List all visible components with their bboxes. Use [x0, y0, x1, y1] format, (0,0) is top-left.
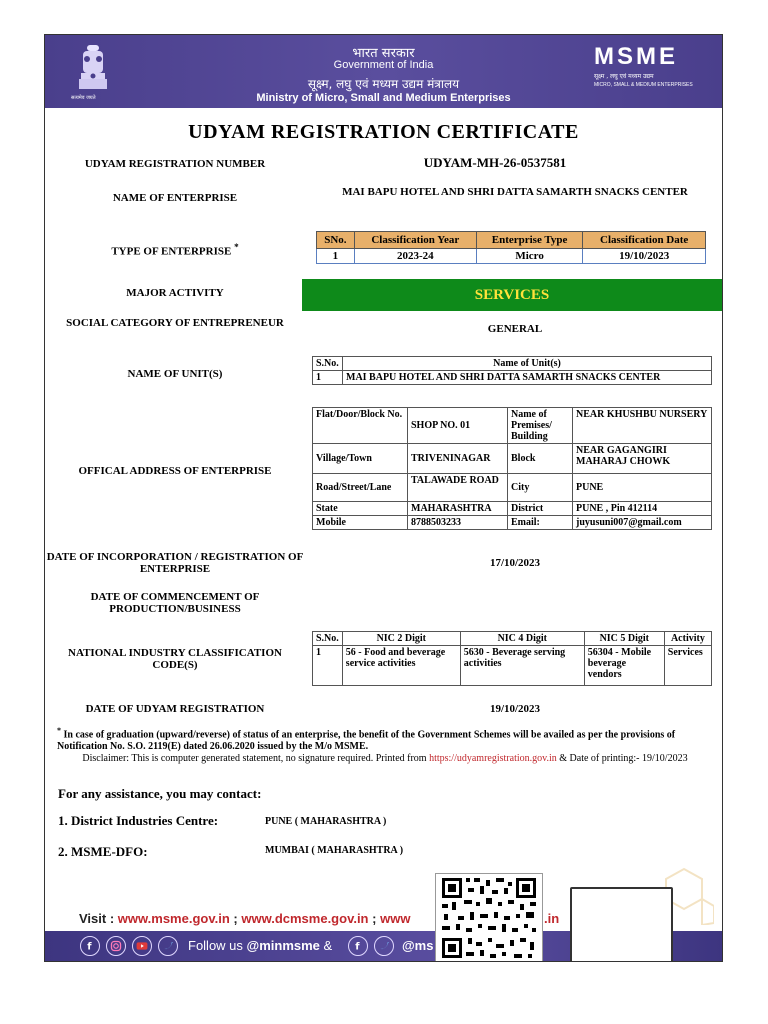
major-activity-value: SERVICES — [302, 279, 722, 311]
units-label: NAME OF UNIT(S) — [127, 368, 223, 380]
handle-minmsme[interactable]: @minmsme — [246, 938, 320, 953]
block-value: NEAR GAGANGIRI MAHARAJ CHOWK — [573, 444, 712, 474]
mobile-value: 8788503233 — [408, 516, 508, 530]
village-value: TRIVENINAGAR — [408, 444, 508, 474]
footnote-asterisk: * — [57, 726, 61, 735]
cell-class-year: 2023-24 — [354, 249, 476, 264]
block-label: Block — [508, 444, 573, 474]
msme-logo — [594, 43, 704, 99]
handle-second-partial[interactable]: @ms — [402, 938, 434, 953]
address-table — [312, 407, 712, 530]
url-third-tail-wrap — [544, 911, 559, 926]
col-sno: SNo. — [317, 232, 355, 249]
footnote-text: In case of graduation (upward/reverse) of status of an enterprise, the benefit of the Government Schemes will be availed as per the provisions of Notification No. S.O. 2119(E) dated 26.06.2020 issued by the M/o MSME. — [57, 729, 676, 753]
disclaimer-suffix: & Date of printing:- 19/10/2023 — [559, 753, 688, 764]
footnote — [57, 725, 717, 753]
premises-value: NEAR KHUSHBU NURSERY — [573, 408, 712, 444]
nic-col-sno: S.No. — [313, 632, 343, 646]
enterprise-name-label: NAME OF ENTERPRISE — [112, 192, 238, 204]
url-sep-1: ; — [233, 911, 238, 926]
nic-cell-2digit: 56 - Food and beverage service activities — [342, 646, 460, 686]
road-value: TALAWADE ROAD — [408, 474, 508, 502]
units-col-sno: S.No. — [313, 357, 343, 371]
dic-label: 1. District Industries Centre: — [58, 813, 219, 828]
address-label: OFFICAL ADDRESS OF ENTERPRISE — [78, 465, 272, 477]
qr-code-icon — [436, 874, 542, 962]
facebook-icon[interactable] — [348, 936, 368, 956]
qr-code — [435, 873, 543, 962]
type-asterisk: * — [234, 242, 239, 252]
blank-box — [570, 887, 673, 962]
gov-english: Government of India — [333, 59, 434, 71]
facebook-icon[interactable] — [80, 936, 100, 956]
nic-label: NATIONAL INDUSTRY CLASSIFICATION CODE(S) — [68, 647, 282, 671]
road-label: Road/Street/Lane — [313, 474, 408, 502]
units-cell-name: MAI BAPU HOTEL AND SHRI DATTA SAMARTH SNACKS CENTER — [343, 371, 712, 385]
twitter-icon[interactable] — [374, 936, 394, 956]
nic-cell-5digit: 56304 - Mobile beverage vendors — [584, 646, 664, 686]
svg-text:f: f — [355, 941, 360, 953]
social-category-label: SOCIAL CATEGORY OF ENTREPRENEUR — [66, 317, 284, 329]
nic-col-4digit: NIC 4 Digit — [460, 632, 584, 646]
col-enterprise-type: Enterprise Type — [476, 232, 582, 249]
flat-value: SHOP NO. 01 — [408, 408, 508, 444]
dic-value: PUNE ( MAHARASHTRA ) — [265, 816, 387, 827]
disclaimer-prefix: Disclaimer: This is computer generated statement, no signature required. Printed from — [82, 753, 427, 764]
commencement-label: DATE OF COMMENCEMENT OF PRODUCTION/BUSINESS — [90, 591, 260, 615]
follow-amp: & — [323, 938, 333, 953]
msme-logo-sub-english: MICRO, SMALL & MEDIUM ENTERPRISES — [594, 82, 693, 88]
dfo-label: 2. MSME-DFO: — [58, 844, 148, 859]
district-label: District — [508, 502, 573, 516]
visit-label: Visit : — [79, 911, 115, 926]
twitter-icon[interactable] — [158, 936, 178, 956]
col-class-date: Classification Date — [583, 232, 706, 249]
svg-text:f: f — [87, 941, 92, 953]
url-msme[interactable]: www.msme.gov.in — [117, 911, 230, 926]
type-label-text: TYPE OF ENTERPRISE — [111, 245, 232, 258]
mobile-label: Mobile — [313, 516, 408, 530]
village-label: Village/Town — [313, 444, 408, 474]
flat-label: Flat/Door/Block No. — [313, 408, 408, 444]
msme-logo-sub-hindi: सूक्ष्म , लघु एवं मध्यम उद्यम — [594, 73, 654, 80]
gov-hindi: भारत सरकार — [352, 46, 415, 61]
units-cell-sno: 1 — [313, 371, 343, 385]
msme-logo-text: MSME — [594, 43, 678, 70]
table-row — [313, 646, 712, 686]
nic-col-2digit: NIC 2 Digit — [342, 632, 460, 646]
nic-cell-4digit: 5630 - Beverage serving activities — [460, 646, 584, 686]
cell-enterprise-type: Micro — [476, 249, 582, 264]
units-table — [312, 356, 712, 385]
assistance-heading: For any assistance, you may contact: — [58, 786, 262, 801]
social-category-value: GENERAL — [487, 323, 543, 335]
certificate-frame — [44, 34, 723, 962]
udyam-date-value: 19/10/2023 — [489, 703, 541, 715]
city-value: PUNE — [573, 474, 712, 502]
ministry-english: Ministry of Micro, Small and Medium Enterprises — [256, 92, 511, 104]
col-class-year: Classification Year — [354, 232, 476, 249]
state-label: State — [313, 502, 408, 516]
certificate-title: UDYAM REGISTRATION CERTIFICATE — [188, 121, 579, 143]
emblem-caption: सत्यमेव जयते — [71, 95, 96, 101]
incorporation-label: DATE OF INCORPORATION / REGISTRATION OF ENTERPRISE — [46, 551, 304, 575]
instagram-icon[interactable] — [106, 936, 126, 956]
disclaimer-link[interactable]: https://udyamregistration.gov.in — [429, 753, 557, 764]
nic-cell-activity: Services — [664, 646, 711, 686]
major-activity-label: MAJOR ACTIVITY — [126, 287, 224, 299]
header-banner — [45, 35, 722, 108]
enterprise-name-value: MAI BAPU HOTEL AND SHRI DATTA SAMARTH SNACKS CENTER — [342, 186, 688, 198]
dfo-value: MUMBAI ( MAHARASHTRA ) — [265, 845, 404, 856]
reg-number-value: UDYAM-MH-26-0537581 — [423, 155, 567, 170]
udyam-date-label: DATE OF UDYAM REGISTRATION — [85, 703, 265, 715]
url-dcmsme[interactable]: www.dcmsme.gov.in — [241, 911, 369, 926]
premises-label: Name of Premises/ Building — [508, 408, 573, 444]
table-row — [313, 371, 712, 385]
url-third-tail[interactable]: .in — [544, 911, 560, 926]
incorporation-value: 17/10/2023 — [489, 557, 541, 569]
units-col-name: Name of Unit(s) — [343, 357, 712, 371]
state-value: MAHARASHTRA — [408, 502, 508, 516]
nic-col-5digit: NIC 5 Digit — [584, 632, 664, 646]
type-label — [45, 241, 305, 258]
nic-cell-sno: 1 — [313, 646, 343, 686]
table-row — [317, 249, 706, 264]
ministry-hindi: सूक्ष्म, लघु एवं मध्यम उद्यम मंत्रालय — [307, 77, 460, 91]
youtube-icon[interactable] — [132, 936, 152, 956]
email-label: Email: — [508, 516, 573, 530]
url-sep-2: ; — [372, 911, 377, 926]
follow-prefix: Follow us — [188, 938, 243, 953]
district-value: PUNE , Pin 412114 — [573, 502, 712, 516]
classification-table — [316, 231, 706, 264]
url-third-partial[interactable]: www — [380, 911, 411, 926]
follow-line — [188, 938, 332, 953]
cell-class-date: 19/10/2023 — [583, 249, 706, 264]
disclaimer — [65, 753, 705, 765]
follow-handle-2 — [402, 938, 433, 953]
cell-sno: 1 — [317, 249, 355, 264]
nic-table — [312, 631, 712, 686]
reg-number-label: UDYAM REGISTRATION NUMBER — [84, 158, 266, 170]
email-value: juyusuni007@gmail.com — [573, 516, 712, 530]
visit-line — [79, 911, 410, 926]
city-label: City — [508, 474, 573, 502]
nic-col-activity: Activity — [664, 632, 711, 646]
